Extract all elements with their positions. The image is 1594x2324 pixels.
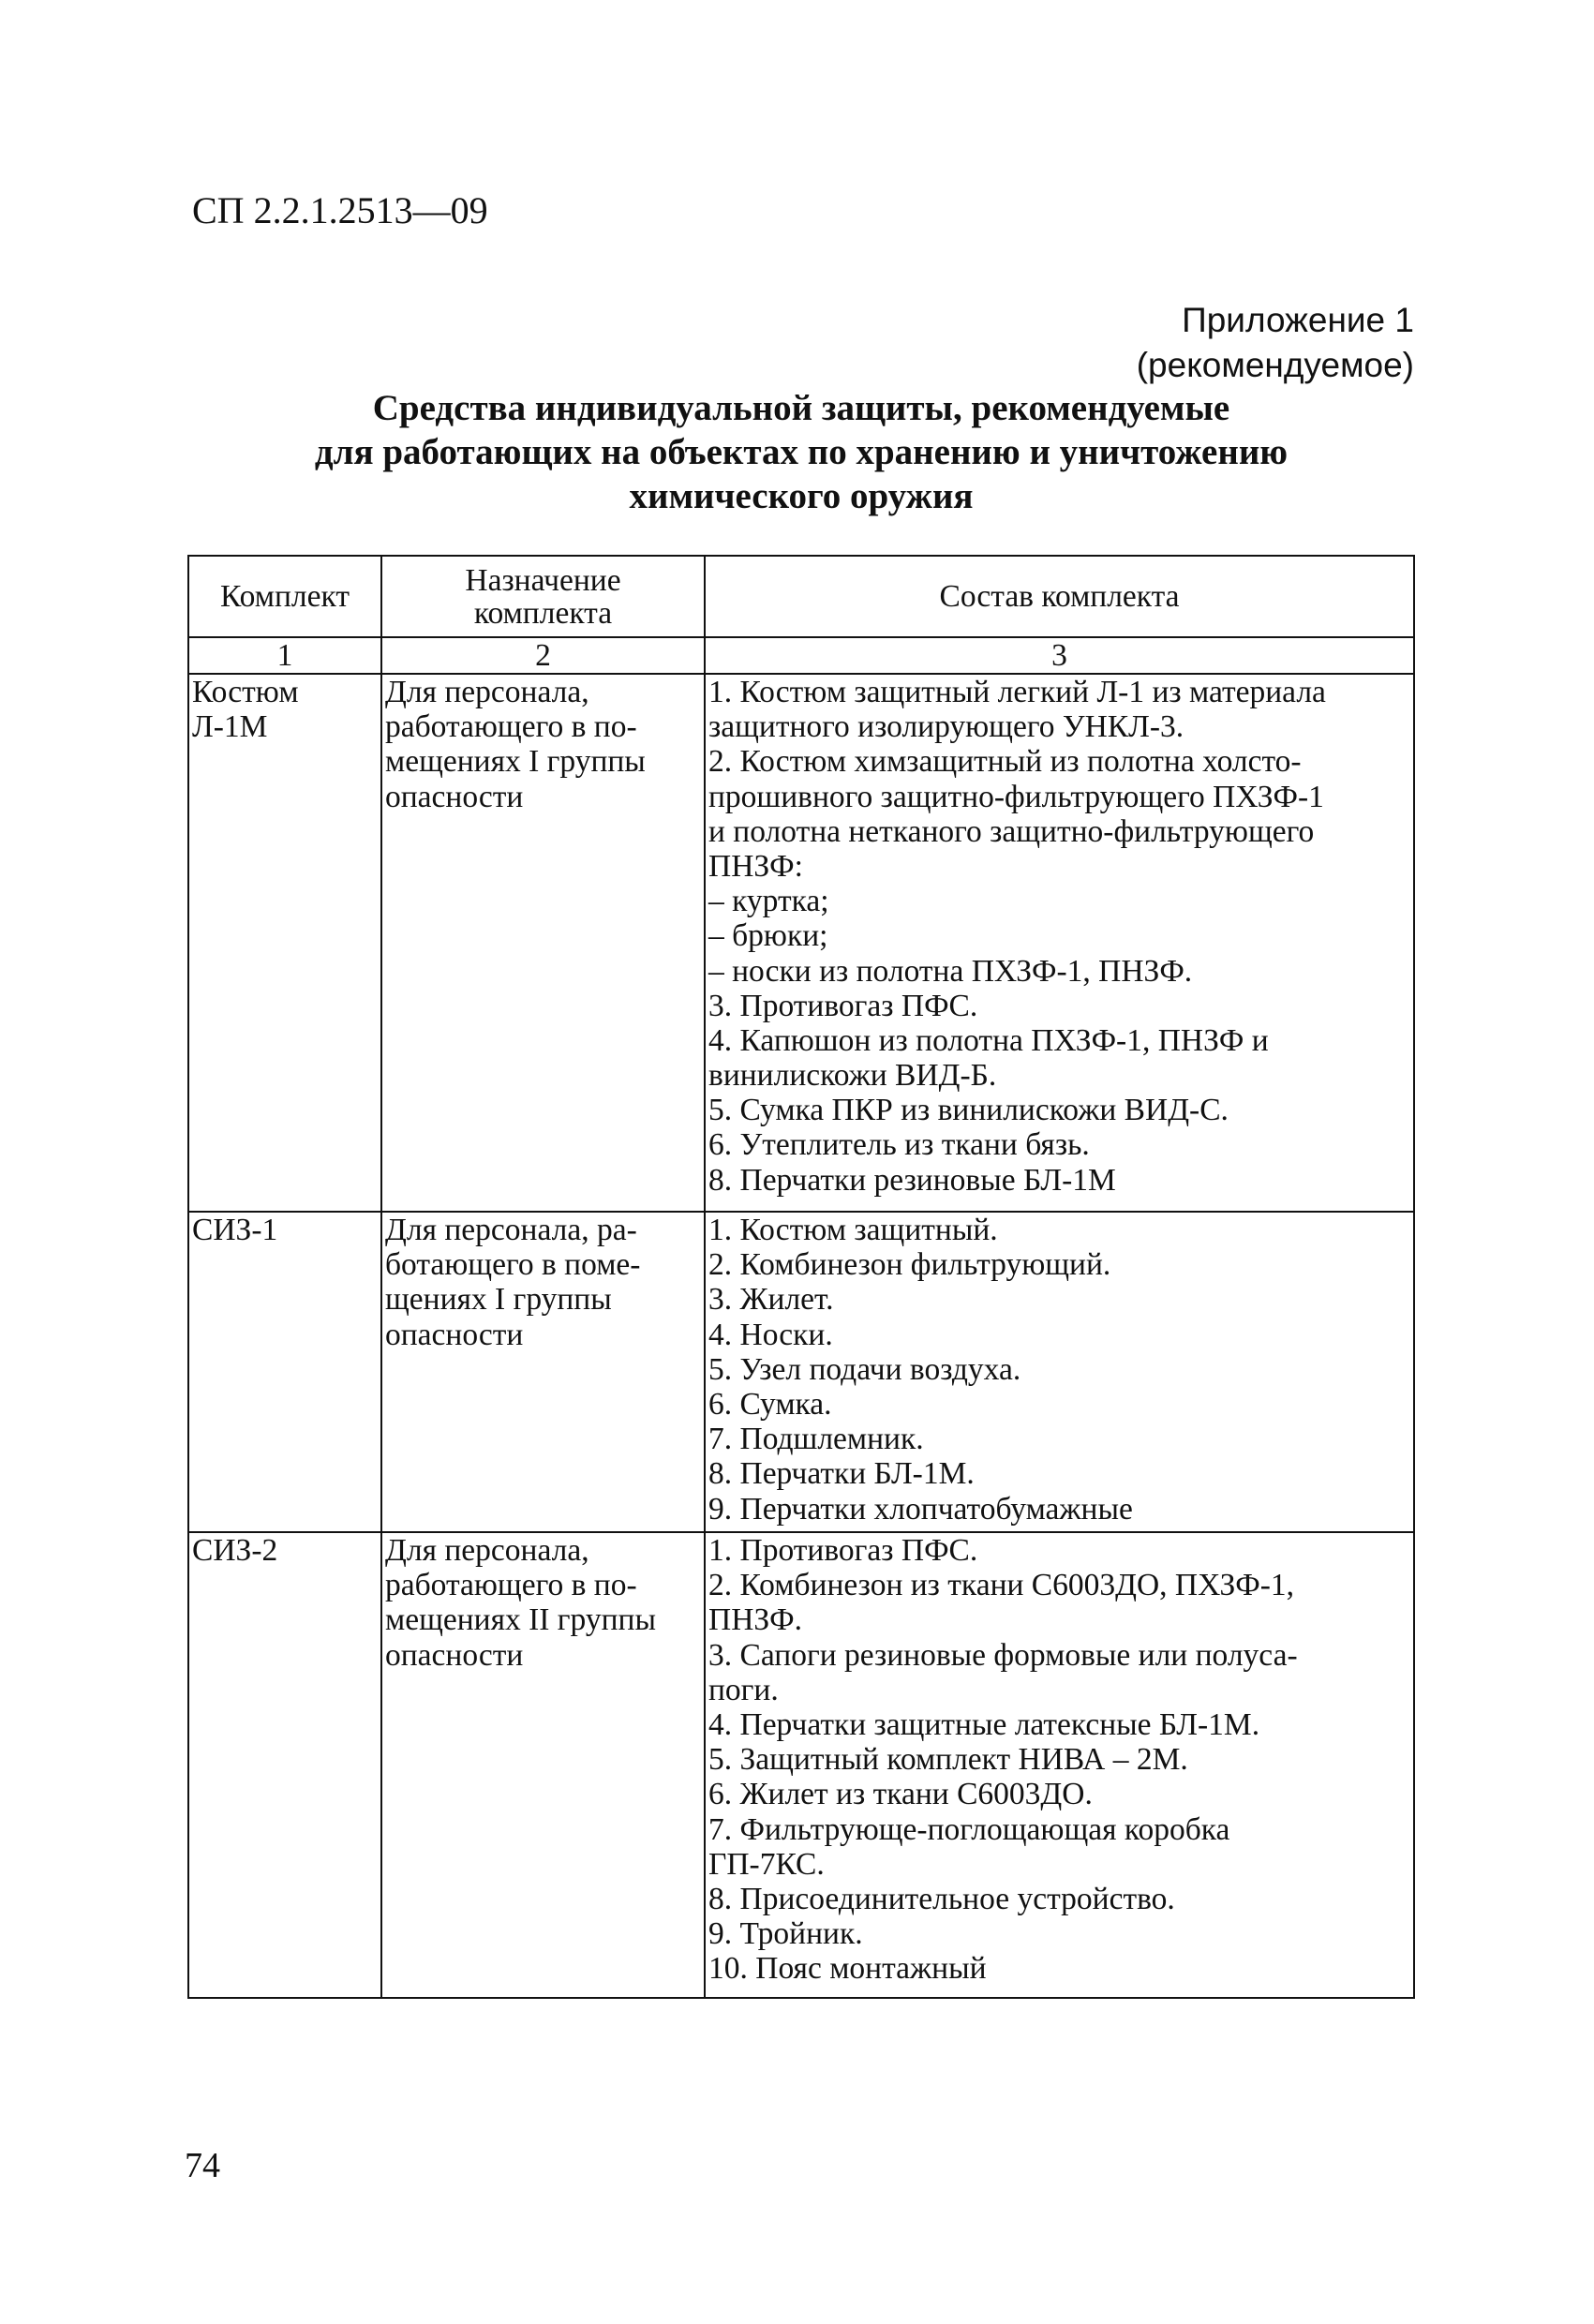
- cell-line: 8. Перчатки БЛ-1М.: [708, 1456, 975, 1492]
- cell-line: и полотна нетканого защитно-фильтрующего: [708, 813, 1315, 849]
- cell-line: 1. Костюм защитный.: [708, 1213, 998, 1247]
- cell-line: ботающего в поме-: [385, 1247, 641, 1283]
- table-row: [188, 1212, 1414, 1532]
- composition-cell: [705, 1532, 1414, 1998]
- title-line-3: химического оружия: [629, 476, 974, 516]
- table-row: [188, 1532, 1414, 1998]
- page-number: 74: [185, 2146, 220, 2185]
- cell-line: 2. Комбинезон фильтрующий.: [708, 1247, 1111, 1283]
- cell-line: опасности: [385, 1637, 524, 1673]
- cell-line: СИЗ-2: [192, 1533, 278, 1568]
- cell-line: опасности: [385, 1317, 524, 1352]
- cell-line: 1. Противогаз ПФС.: [708, 1533, 978, 1568]
- cell-line: 3. Сапоги резиновые формовые или полуса-: [708, 1637, 1298, 1673]
- cell-line: 10. Пояс монтажный: [708, 1951, 987, 1987]
- cell-line: 6. Сумка.: [708, 1386, 832, 1422]
- cell-line: – брюки;: [708, 918, 828, 954]
- cell-line: 9. Тройник.: [708, 1916, 863, 1952]
- cell-line: ПНЗФ:: [708, 848, 803, 884]
- cell-line: 8. Присоединительное устройство.: [708, 1881, 1175, 1916]
- page-title: [192, 386, 1410, 518]
- cell-line: работающего в по-: [385, 1568, 637, 1603]
- cell-line: мещениях I группы: [385, 744, 646, 780]
- cell-line: Костюм: [192, 675, 299, 709]
- cell-line: 2. Комбинезон из ткани С6003ДО, ПХЗФ-1,: [708, 1568, 1295, 1603]
- table-header-row: [188, 556, 1414, 637]
- appendix-status: (рекомендуемое): [1136, 346, 1414, 384]
- kit-cell: [188, 1212, 381, 1532]
- composition-cell: [705, 674, 1414, 1212]
- cell-line: 9. Перчатки хлопчатобумажные: [708, 1491, 1133, 1527]
- header-purpose-line-2: комплекта: [473, 595, 613, 631]
- header-purpose-line-1: Назначение: [465, 562, 621, 598]
- cell-line: 3. Противогаз ПФС.: [708, 988, 978, 1023]
- cell-line: 5. Сумка ПКР из винилискожи ВИД-С.: [708, 1093, 1229, 1128]
- cell-line: 7. Фильтрующе-поглощающая коробка: [708, 1811, 1230, 1847]
- table-row: [188, 674, 1414, 1212]
- cell-line: опасности: [385, 779, 524, 814]
- cell-line: 3. Жилет.: [708, 1282, 834, 1318]
- cell-line: Для персонала, ра-: [385, 1213, 637, 1247]
- header-purpose: [381, 556, 705, 637]
- purpose-cell: [381, 674, 705, 1212]
- cell-line: 6. Жилет из ткани С6003ДО.: [708, 1777, 1093, 1812]
- cell-line: щениях I группы: [385, 1282, 612, 1318]
- cell-line: – носки из полотна ПХЗФ-1, ПНЗФ.: [708, 953, 1193, 989]
- cell-line: – куртка;: [708, 884, 829, 919]
- cell-line: ПНЗФ.: [708, 1602, 803, 1638]
- appendix-number: Приложение 1: [1182, 301, 1414, 339]
- cell-line: работающего в по-: [385, 709, 637, 745]
- document-code: СП 2.2.1.2513—09: [192, 189, 488, 231]
- cell-line: 8. Перчатки резиновые БЛ-1М: [708, 1162, 1116, 1198]
- purpose-cell: [381, 1212, 705, 1532]
- cell-line: 6. Утеплитель из ткани бязь.: [708, 1127, 1090, 1163]
- cell-line: защитного изолирующего УНКЛ-3.: [708, 709, 1184, 745]
- appendix-label: [1137, 298, 1414, 388]
- cell-line: 5. Защитный комплект НИВА – 2М.: [708, 1742, 1188, 1778]
- purpose-cell: [381, 1532, 705, 1998]
- cell-line: 5. Узел подачи воздуха.: [708, 1351, 1021, 1387]
- composition-cell: [705, 1212, 1414, 1532]
- cell-line: поги.: [708, 1672, 779, 1707]
- cell-line: СИЗ-1: [192, 1213, 278, 1247]
- cell-line: 1. Костюм защитный легкий Л-1 из материала: [708, 675, 1326, 709]
- cell-line: 4. Капюшон из полотна ПХЗФ-1, ПНЗФ и: [708, 1022, 1269, 1058]
- cell-line: Для персонала,: [385, 675, 589, 709]
- cell-line: Для персонала,: [385, 1533, 589, 1568]
- header-kit: Комплект: [188, 556, 381, 637]
- cell-line: 7. Подшлемник.: [708, 1422, 924, 1457]
- header-composition: Состав комплекта: [705, 556, 1414, 637]
- column-number: 1: [188, 637, 381, 674]
- cell-line: 4. Носки.: [708, 1317, 833, 1352]
- title-line-1: Средства индивидуальной защиты, рекомендуемые: [372, 388, 1230, 428]
- column-number: 3: [705, 637, 1414, 674]
- cell-line: 4. Перчатки защитные латексные БЛ-1М.: [708, 1706, 1260, 1742]
- column-number: 2: [381, 637, 705, 674]
- cell-line: ГП-7КС.: [708, 1846, 825, 1882]
- title-line-2: для работающих на объектах по хранению и уничтожению: [314, 432, 1289, 472]
- cell-line: 2. Костюм химзащитный из полотна холсто-: [708, 744, 1302, 780]
- cell-line: мещениях II группы: [385, 1602, 656, 1638]
- cell-line: Л-1М: [192, 709, 268, 745]
- kit-cell: [188, 674, 381, 1212]
- ppe-kits-table: [187, 555, 1415, 1999]
- cell-line: винилискожи ВИД-Б.: [708, 1058, 997, 1094]
- kit-cell: [188, 1532, 381, 1998]
- column-number-row: [188, 637, 1414, 674]
- cell-line: прошивного защитно-фильтрующего ПХЗФ-1: [708, 779, 1324, 814]
